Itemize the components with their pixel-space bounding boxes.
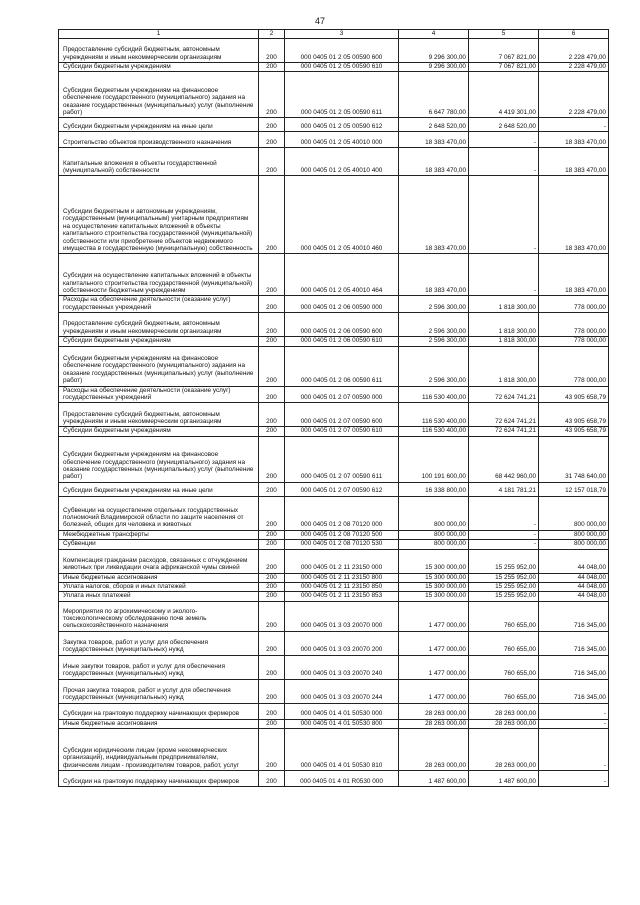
row-unexecuted: 2 228 479,00	[539, 63, 609, 72]
row-name: Субсидии бюджетным учреждениям на иные цели	[59, 482, 259, 496]
row-line-code: 200	[259, 346, 285, 386]
row-line-code: 200	[259, 176, 285, 254]
row-executed: -	[469, 254, 539, 296]
row-name: Субсидии бюджетным учреждениям на финансовое обеспечение государственного (муниципального) задания на оказание государственных (муниципальных) услуг (выполнение работ)	[59, 346, 259, 386]
row-approved: 1 477 000,00	[399, 655, 469, 679]
row-executed: 4 419 301,00	[469, 72, 539, 118]
row-budget-code: 000 0405 01 3 03 20070 200	[285, 631, 399, 655]
row-name: Расходы на обеспечение деятельности (оказание услуг) государственных учреждений	[59, 296, 259, 313]
table-row	[59, 63, 609, 72]
table-row	[59, 346, 609, 386]
table-row	[59, 337, 609, 346]
row-unexecuted: -	[539, 729, 609, 771]
row-line-code: 200	[259, 436, 285, 482]
row-unexecuted: -	[539, 703, 609, 719]
row-executed: 72 624 741,21	[469, 386, 539, 403]
row-budget-code: 000 0405 01 2 05 40010 000	[285, 132, 399, 148]
row-approved: 9 296 300,00	[399, 39, 469, 63]
row-executed: 72 624 741,21	[469, 403, 539, 427]
column-header: 2	[259, 30, 285, 39]
table-row	[59, 729, 609, 771]
row-unexecuted: -	[539, 771, 609, 787]
row-approved: 15 300 000,00	[399, 583, 469, 592]
row-budget-code: 000 0405 01 4 01 50530 000	[285, 703, 399, 719]
row-unexecuted: 44 048,00	[539, 573, 609, 582]
row-line-code: 200	[259, 703, 285, 719]
table-row	[59, 313, 609, 337]
table-row	[59, 530, 609, 539]
row-line-code: 200	[259, 63, 285, 72]
row-budget-code: 000 0405 01 2 07 00590 612	[285, 482, 399, 496]
row-budget-code: 000 0405 01 2 06 00590 000	[285, 296, 399, 313]
row-executed: -	[469, 530, 539, 539]
row-approved: 28 263 000,00	[399, 703, 469, 719]
row-line-code: 200	[259, 427, 285, 436]
column-header: 3	[285, 30, 399, 39]
row-line-code: 200	[259, 386, 285, 403]
row-unexecuted: 716 345,00	[539, 631, 609, 655]
row-approved: 1 487 600,00	[399, 771, 469, 787]
row-executed: 7 067 821,00	[469, 63, 539, 72]
table-row	[59, 679, 609, 703]
row-budget-code: 000 0405 01 2 05 00590 600	[285, 39, 399, 63]
table-row	[59, 39, 609, 63]
row-name: Предоставление субсидий бюджетным, автономным учреждениям и иным некоммерческим организациям	[59, 39, 259, 63]
table-row	[59, 427, 609, 436]
row-budget-code: 000 0405 01 2 07 00590 610	[285, 427, 399, 436]
row-line-code: 200	[259, 729, 285, 771]
row-line-code: 200	[259, 296, 285, 313]
row-executed: 1 487 600,00	[469, 771, 539, 787]
row-unexecuted: 43 905 658,79	[539, 386, 609, 403]
row-budget-code: 000 0405 01 2 06 00590 610	[285, 337, 399, 346]
row-approved: 28 263 000,00	[399, 729, 469, 771]
row-unexecuted: 18 383 470,00	[539, 148, 609, 176]
column-header: 1	[59, 30, 259, 39]
row-approved: 15 300 000,00	[399, 592, 469, 601]
row-name: Субвенции	[59, 540, 259, 549]
table-row	[59, 592, 609, 601]
row-unexecuted: 31 748 640,00	[539, 436, 609, 482]
row-unexecuted: 43 905 658,79	[539, 403, 609, 427]
row-line-code: 200	[259, 403, 285, 427]
table-row	[59, 436, 609, 482]
table-row	[59, 655, 609, 679]
row-unexecuted: 716 345,00	[539, 601, 609, 631]
row-name: Субсидии бюджетным учреждениям	[59, 63, 259, 72]
row-line-code: 200	[259, 530, 285, 539]
table-row	[59, 72, 609, 118]
row-approved: 116 530 400,00	[399, 386, 469, 403]
row-budget-code: 000 0405 01 4 01 50530 800	[285, 719, 399, 728]
row-name: Субвенции на осуществление отдельных государственных полномочий Владимирской области по защите населения от болезней, общих для человека и животных	[59, 496, 259, 530]
row-budget-code: 000 0405 01 2 05 00590 610	[285, 63, 399, 72]
row-approved: 1 477 000,00	[399, 631, 469, 655]
row-approved: 18 383 470,00	[399, 148, 469, 176]
row-name: Закупка товаров, работ и услуг для обеспечения государственных (муниципальных) нужд	[59, 631, 259, 655]
row-budget-code: 000 0405 01 3 03 20070 240	[285, 655, 399, 679]
row-name: Уплата иных платежей	[59, 592, 259, 601]
row-line-code: 200	[259, 583, 285, 592]
row-approved: 800 000,00	[399, 530, 469, 539]
row-unexecuted: 778 000,00	[539, 346, 609, 386]
row-executed: 1 818 300,00	[469, 337, 539, 346]
table-row	[59, 583, 609, 592]
row-executed: 760 655,00	[469, 631, 539, 655]
row-approved: 1 477 000,00	[399, 679, 469, 703]
table-row	[59, 403, 609, 427]
row-executed: 760 655,00	[469, 679, 539, 703]
row-executed: 2 648 520,00	[469, 118, 539, 132]
table-row	[59, 296, 609, 313]
row-line-code: 200	[259, 771, 285, 787]
column-header: 4	[399, 30, 469, 39]
row-line-code: 200	[259, 148, 285, 176]
row-unexecuted: 778 000,00	[539, 296, 609, 313]
row-executed: -	[469, 148, 539, 176]
row-name: Капитальные вложения в объекты государственной (муниципальной) собственности	[59, 148, 259, 176]
row-unexecuted: 716 345,00	[539, 679, 609, 703]
table-row	[59, 386, 609, 403]
row-unexecuted: 778 000,00	[539, 313, 609, 337]
row-name: Субсидии на осуществление капитальных вложений в объекты капитального строительства государственной (муниципальной) собственности бюджетным учреждениям	[59, 254, 259, 296]
row-approved: 18 383 470,00	[399, 132, 469, 148]
table-row	[59, 573, 609, 582]
row-unexecuted: 44 048,00	[539, 549, 609, 573]
row-executed: -	[469, 496, 539, 530]
table-row	[59, 148, 609, 176]
row-unexecuted: 716 345,00	[539, 655, 609, 679]
row-unexecuted: 44 048,00	[539, 583, 609, 592]
row-name: Субсидии юридическим лицам (кроме некоммерческих организаций), индивидуальным предпринимателям, физическим лицам - производителям товаров, работ, услуг	[59, 729, 259, 771]
row-approved: 2 596 300,00	[399, 346, 469, 386]
row-executed: 4 181 781,21	[469, 482, 539, 496]
row-line-code: 200	[259, 254, 285, 296]
row-executed: 15 255 952,00	[469, 592, 539, 601]
row-budget-code: 000 0405 01 2 07 00590 000	[285, 386, 399, 403]
row-name: Иные бюджетные ассигнования	[59, 573, 259, 582]
row-executed: 28 263 000,00	[469, 719, 539, 728]
row-line-code: 200	[259, 549, 285, 573]
row-name: Предоставление субсидий бюджетным, автономным учреждениям и иным некоммерческим организациям	[59, 403, 259, 427]
row-executed: 72 624 741,21	[469, 427, 539, 436]
row-line-code: 200	[259, 592, 285, 601]
row-line-code: 200	[259, 719, 285, 728]
row-name: Субсидии бюджетным учреждениям	[59, 337, 259, 346]
row-line-code: 200	[259, 39, 285, 63]
row-unexecuted: 12 157 018,79	[539, 482, 609, 496]
row-executed: 28 263 000,00	[469, 729, 539, 771]
row-approved: 2 596 300,00	[399, 296, 469, 313]
row-unexecuted: 18 383 470,00	[539, 176, 609, 254]
row-unexecuted: 43 905 658,79	[539, 427, 609, 436]
row-budget-code: 000 0405 01 4 01 R0530 000	[285, 771, 399, 787]
row-budget-code: 000 0405 01 2 05 40010 400	[285, 148, 399, 176]
row-executed: -	[469, 176, 539, 254]
row-approved: 15 300 000,00	[399, 573, 469, 582]
table-row	[59, 540, 609, 549]
row-approved: 2 596 300,00	[399, 313, 469, 337]
row-unexecuted: 18 383 470,00	[539, 132, 609, 148]
row-line-code: 200	[259, 313, 285, 337]
page-number: 47	[314, 16, 325, 26]
table-row	[59, 118, 609, 132]
row-executed: 1 818 300,00	[469, 296, 539, 313]
row-budget-code: 000 0405 01 2 08 70120 000	[285, 496, 399, 530]
row-approved: 2 648 520,00	[399, 118, 469, 132]
table-row	[59, 703, 609, 719]
row-executed: 28 263 000,00	[469, 703, 539, 719]
row-budget-code: 000 0405 01 2 08 70120 500	[285, 530, 399, 539]
row-name: Строительство объектов производственного назначения	[59, 132, 259, 148]
row-name: Расходы на обеспечение деятельности (оказание услуг) государственных учреждений	[59, 386, 259, 403]
row-approved: 16 338 800,00	[399, 482, 469, 496]
row-approved: 116 530 400,00	[399, 403, 469, 427]
row-unexecuted: 800 000,00	[539, 496, 609, 530]
table-row	[59, 176, 609, 254]
row-name: Субсидии бюджетным и автономным учреждениям, государственным (муниципальным) унитарным предприятиям на осуществление капитальных вложений в объекты капитального строительства государственной (муниципальной) собственности или приобретение объектов недвижимого имущества в государственную (муниципальную) собственность	[59, 176, 259, 254]
row-line-code: 200	[259, 72, 285, 118]
row-name: Субсидии бюджетным учреждениям на финансовое обеспечение государственного (муниципального) задания на оказание государственных (муниципальных) услуг (выполнение работ)	[59, 72, 259, 118]
row-name: Межбюджетные трансферты	[59, 530, 259, 539]
row-approved: 2 596 300,00	[399, 337, 469, 346]
table-row	[59, 254, 609, 296]
row-unexecuted: 800 000,00	[539, 530, 609, 539]
row-approved: 6 647 780,00	[399, 72, 469, 118]
table-row	[59, 482, 609, 496]
row-approved: 116 530 400,00	[399, 427, 469, 436]
row-line-code: 200	[259, 482, 285, 496]
row-executed: 7 067 821,00	[469, 39, 539, 63]
row-name: Иные закупки товаров, работ и услуг для обеспечения государственных (муниципальных) нужд	[59, 655, 259, 679]
row-budget-code: 000 0405 01 2 05 40010 460	[285, 176, 399, 254]
row-name: Мероприятия по агрохимическому и эколого-токсикологическому обследованию почв земель сельскохозяйственного назначения	[59, 601, 259, 631]
table-row	[59, 132, 609, 148]
row-approved: 800 000,00	[399, 540, 469, 549]
column-header: 6	[539, 30, 609, 39]
row-name: Субсидии на грантовую поддержку начинающих фермеров	[59, 771, 259, 787]
table-row	[59, 719, 609, 728]
row-budget-code: 000 0405 01 2 05 00590 611	[285, 72, 399, 118]
row-budget-code: 000 0405 01 2 05 00590 612	[285, 118, 399, 132]
row-budget-code: 000 0405 01 2 11 23150 000	[285, 549, 399, 573]
row-line-code: 200	[259, 132, 285, 148]
row-approved: 28 263 000,00	[399, 719, 469, 728]
table-row	[59, 601, 609, 631]
row-approved: 800 000,00	[399, 496, 469, 530]
row-approved: 15 300 000,00	[399, 549, 469, 573]
row-budget-code: 000 0405 01 2 11 23150 800	[285, 573, 399, 582]
row-name: Субсидии бюджетным учреждениям на финансовое обеспечение государственного (муниципального) задания на оказание государственных (муниципальных) услуг (выполнение работ)	[59, 436, 259, 482]
row-executed: 760 655,00	[469, 655, 539, 679]
row-name: Субсидии бюджетным учреждениям	[59, 427, 259, 436]
row-name: Субсидии на грантовую поддержку начинающих фермеров	[59, 703, 259, 719]
row-unexecuted: -	[539, 719, 609, 728]
row-line-code: 200	[259, 573, 285, 582]
row-unexecuted: 2 228 479,00	[539, 72, 609, 118]
table-row	[59, 771, 609, 787]
row-line-code: 200	[259, 540, 285, 549]
row-budget-code: 000 0405 01 3 03 20070 000	[285, 601, 399, 631]
table-row	[59, 496, 609, 530]
table-body	[59, 39, 609, 787]
row-budget-code: 000 0405 01 3 03 20070 244	[285, 679, 399, 703]
row-executed: 760 655,00	[469, 601, 539, 631]
row-unexecuted: 800 000,00	[539, 540, 609, 549]
row-line-code: 200	[259, 631, 285, 655]
row-unexecuted: -	[539, 118, 609, 132]
table-header-row	[59, 30, 609, 39]
table-row	[59, 549, 609, 573]
row-executed: 1 818 300,00	[469, 346, 539, 386]
row-approved: 100 191 600,00	[399, 436, 469, 482]
row-unexecuted: 778 000,00	[539, 337, 609, 346]
row-budget-code: 000 0405 01 2 11 23150 853	[285, 592, 399, 601]
row-budget-code: 000 0405 01 2 11 23150 850	[285, 583, 399, 592]
row-executed: 68 442 960,00	[469, 436, 539, 482]
row-name: Субсидии бюджетным учреждениям на иные цели	[59, 118, 259, 132]
row-approved: 18 383 470,00	[399, 176, 469, 254]
row-budget-code: 000 0405 01 2 07 00590 600	[285, 403, 399, 427]
row-line-code: 200	[259, 679, 285, 703]
row-line-code: 200	[259, 496, 285, 530]
row-budget-code: 000 0405 01 2 05 40010 464	[285, 254, 399, 296]
budget-table	[58, 29, 609, 787]
row-budget-code: 000 0405 01 2 06 00590 611	[285, 346, 399, 386]
row-name: Уплата налогов, сборов и иных платежей	[59, 583, 259, 592]
row-budget-code: 000 0405 01 2 06 00590 600	[285, 313, 399, 337]
row-name: Компенсация гражданам расходов, связанных с отчуждением животных при ликвидации очага африканской чумы свиней	[59, 549, 259, 573]
row-approved: 18 383 470,00	[399, 254, 469, 296]
row-approved: 1 477 000,00	[399, 601, 469, 631]
row-executed: 1 818 300,00	[469, 313, 539, 337]
row-executed: 15 255 952,00	[469, 583, 539, 592]
row-executed: 15 255 952,00	[469, 573, 539, 582]
row-name: Иные бюджетные ассигнования	[59, 719, 259, 728]
row-budget-code: 000 0405 01 2 08 70120 530	[285, 540, 399, 549]
row-executed: 15 255 952,00	[469, 549, 539, 573]
row-line-code: 200	[259, 655, 285, 679]
row-line-code: 200	[259, 118, 285, 132]
row-name: Прочая закупка товаров, работ и услуг для обеспечения государственных (муниципальных) нужд	[59, 679, 259, 703]
table-row	[59, 631, 609, 655]
row-unexecuted: 2 228 479,00	[539, 39, 609, 63]
row-unexecuted: 44 048,00	[539, 592, 609, 601]
row-unexecuted: 18 383 470,00	[539, 254, 609, 296]
row-line-code: 200	[259, 337, 285, 346]
row-approved: 9 296 300,00	[399, 63, 469, 72]
row-name: Предоставление субсидий бюджетным, автономным учреждениям и иным некоммерческим организациям	[59, 313, 259, 337]
column-header: 5	[469, 30, 539, 39]
row-executed: -	[469, 540, 539, 549]
row-line-code: 200	[259, 601, 285, 631]
row-executed: -	[469, 132, 539, 148]
row-budget-code: 000 0405 01 4 01 50530 810	[285, 729, 399, 771]
row-budget-code: 000 0405 01 2 07 00590 611	[285, 436, 399, 482]
